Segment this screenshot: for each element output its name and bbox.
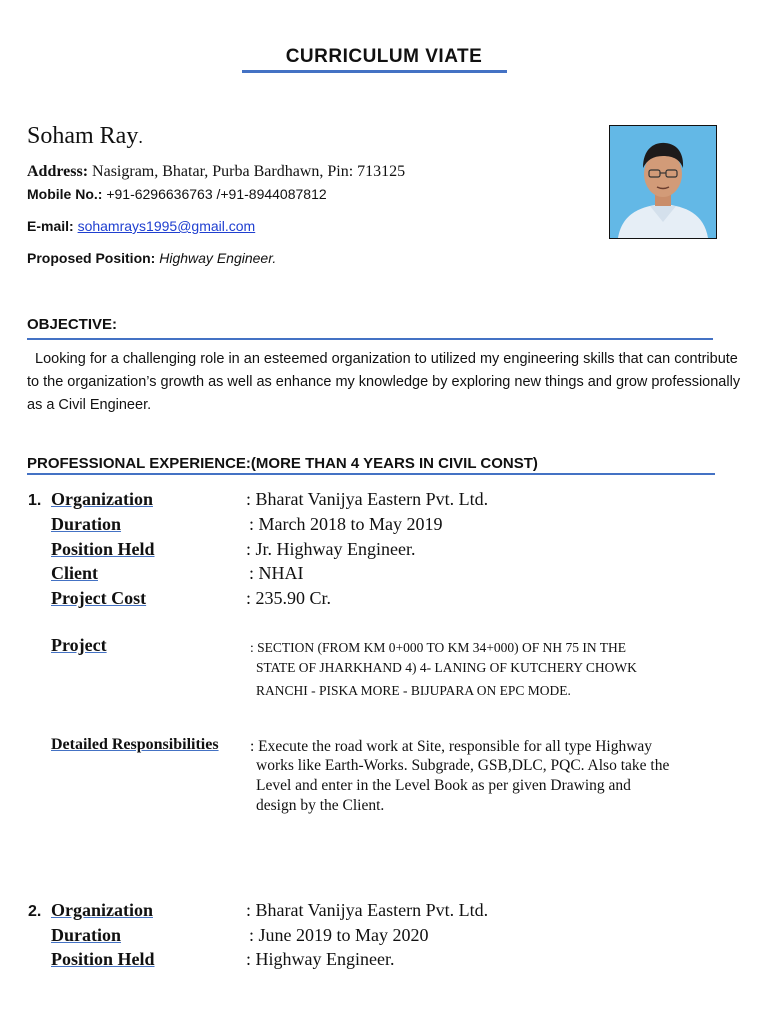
project-cost-value: : 235.90 Cr. [246, 588, 332, 608]
person-photo-icon [610, 126, 716, 238]
organization-value: : Bharat Vanijya Eastern Pvt. Ltd. [246, 900, 489, 920]
project-line-1: : SECTION (FROM KM 0+000 TO KM 34+000) OF NH 75 IN THE [250, 640, 626, 655]
address-line [27, 163, 405, 181]
email-link[interactable]: sohamrays1995@gmail.com [77, 218, 256, 234]
duration-label: Duration [51, 925, 122, 945]
responsibilities-line-1: : Execute the road work at Site, responsible for all type Highway [250, 738, 653, 755]
mobile-label: Mobile No.: [27, 186, 103, 202]
duration-label: Duration [51, 514, 122, 534]
organization-value: : Bharat Vanijya Eastern Pvt. Ltd. [246, 489, 489, 509]
objective-text: Looking for a challenging role in an esteemed organization to utilized my engineering skills that can contribute to the organization’s growth as well as enhance my knowledge by exploring new things and grow professionally as a Civil Engineer. [27, 351, 741, 413]
mobile-line [27, 186, 327, 202]
organization-label: Organization [51, 489, 153, 509]
duration-value: : March 2018 to May 2019 [249, 514, 443, 534]
document-title: CURRICULUM VIATE [285, 46, 483, 67]
client-value: : NHAI [249, 563, 304, 583]
position-label: Position Held [51, 539, 155, 559]
project-line-2: STATE OF JHARKHAND 4) 4- LANING OF KUTCHERY CHOWK [256, 660, 637, 675]
experience-rule [27, 473, 715, 475]
email-line [27, 218, 255, 234]
proposed-position-value: Highway Engineer. [159, 250, 277, 266]
name-text: Soham Ray [27, 123, 139, 149]
address-value: Nasigram, Bhatar, Purba Bardhawn, Pin: 713125 [92, 163, 406, 180]
entry-number: 1. [28, 492, 42, 509]
responsibilities-line-3: Level and enter in the Level Book as per given Drawing and [256, 777, 631, 794]
position-value: : Jr. Highway Engineer. [246, 539, 416, 559]
duration-value: : June 2019 to May 2020 [249, 925, 429, 945]
candidate-name [27, 123, 143, 150]
project-label: Project [51, 635, 107, 655]
responsibilities-line-4: design by the Client. [256, 797, 385, 814]
experience-heading: PROFESSIONAL EXPERIENCE:(MORE THAN 4 YEARS IN CIVIL CONST) [27, 455, 538, 472]
objective-heading: OBJECTIVE: [27, 316, 118, 333]
responsibilities-label: Detailed Responsibilities [51, 736, 219, 753]
name-suffix: . [138, 127, 143, 147]
objective-rule [27, 338, 713, 340]
organization-label: Organization [51, 900, 153, 920]
proposed-position-line [27, 250, 276, 266]
entry-number: 2. [28, 903, 42, 920]
title-underline [242, 70, 507, 73]
address-label: Address: [27, 163, 89, 180]
project-cost-label: Project Cost [51, 588, 147, 608]
responsibilities-line-2: works like Earth-Works. Subgrade, GSB,DLC, PQC. Also take the [256, 757, 670, 774]
profile-photo [609, 125, 717, 239]
client-label: Client [51, 563, 98, 583]
email-label: E-mail: [27, 218, 74, 234]
position-value: : Highway Engineer. [246, 949, 395, 969]
mobile-value: +91-6296636763 /+91-8944087812 [106, 186, 327, 202]
project-line-3: RANCHI - PISKA MORE - BIJUPARA ON EPC MODE. [256, 683, 571, 698]
proposed-position-label: Proposed Position: [27, 250, 156, 266]
position-label: Position Held [51, 949, 155, 969]
